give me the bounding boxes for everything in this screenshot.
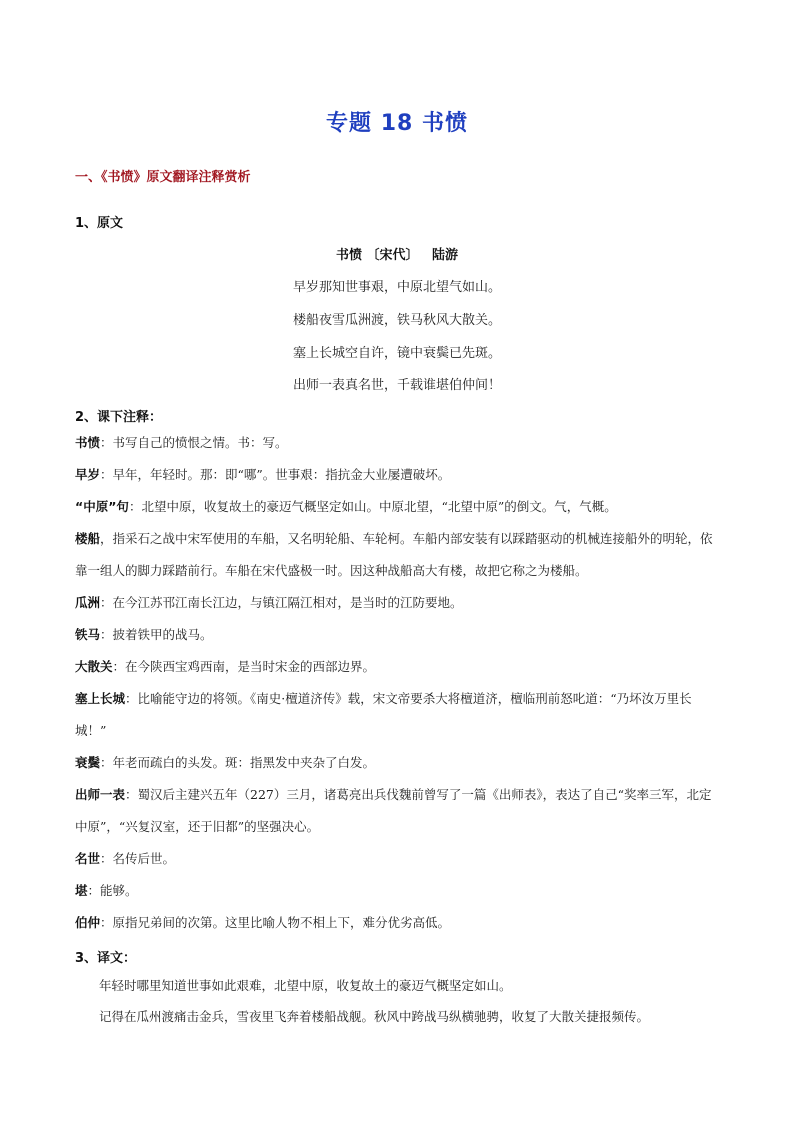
note-entry — [75, 779, 715, 843]
subheading-translation: 3、译文： — [75, 951, 137, 966]
note-text: ：北望中原，收复故土的豪迈气概坚定如山。中原北望，“北望中原”的倒文。气，气概。 — [128, 499, 617, 514]
note-term: 铁马 — [75, 627, 101, 642]
subheading-original: 1、原文 — [75, 216, 124, 231]
note-entry — [75, 523, 715, 587]
translation-paragraph: 年轻时哪里知道世事如此艰难，北望中原，收复故土的豪迈气概坚定如山。 — [99, 978, 512, 993]
note-text: ：名传后世。 — [100, 851, 176, 866]
note-term: 出师一表 — [75, 787, 126, 802]
poem-line: 塞上长城空自许，镜中衰鬓已先斑。 — [292, 346, 501, 361]
note-text: ：书写自己的愤恨之情。书：写。 — [100, 435, 288, 450]
poem-line: 早岁那知世事艰，中原北望气如山。 — [292, 280, 501, 295]
translation-paragraph: 记得在瓜州渡痛击金兵，雪夜里飞奔着楼船战舰。秋风中跨战马纵横驰骋，收复了大散关捷报频传。 — [99, 1009, 650, 1024]
note-entry — [75, 427, 715, 459]
note-entry — [75, 907, 715, 939]
note-entry — [75, 683, 715, 747]
note-text: ：在今江苏邗江南长江边，与镇江隔江相对，是当时的江防要地。 — [100, 595, 463, 610]
page-title: 专题 18 书愤 — [326, 111, 468, 136]
note-term: 大散关 — [75, 659, 113, 674]
note-term: 书愤 — [75, 435, 101, 450]
note-term: 伯仲 — [75, 915, 101, 930]
note-entry — [75, 747, 715, 779]
note-entry — [75, 875, 715, 907]
note-term: 名世 — [75, 851, 101, 866]
note-term: 堪 — [75, 883, 88, 898]
note-term: “中原”句 — [75, 499, 129, 514]
note-entry — [75, 651, 715, 683]
note-entry — [75, 619, 715, 651]
note-text: ：原指兄弟间的次第。这里比喻人物不相上下，难分优劣高低。 — [100, 915, 451, 930]
note-text: ：早年，年轻时。那：即“哪”。世事艰：指抗金大业屡遭破坏。 — [100, 467, 451, 482]
note-text: ：比喻能守边的将领。《南史·檀道济传》载，宋文帝要杀大将檀道济，檀临刑前怒叱道：“乃坏汝万里长城！” — [75, 691, 692, 738]
note-text: ，指采石之战中宋军使用的车船，又名明轮船、车轮柯。车船内部安装有以踩踏驱动的机械连接船外的明轮，依靠一组人的脚力踩踏前行。车船在宋代盛极一时。因这种战船高大有楼，故把它称之为楼船。 — [75, 531, 713, 578]
note-text: ：能够。 — [87, 883, 138, 898]
subheading-notes: 2、课下注释： — [75, 410, 163, 425]
poem-line: 楼船夜雪瓜洲渡，铁马秋风大散关。 — [292, 313, 501, 328]
note-term: 早岁 — [75, 467, 101, 482]
poem-line: 出师一表真名世，千载谁堪伯仲间！ — [292, 378, 501, 393]
note-text: ：年老而疏白的头发。斑：指黑发中夹杂了白发。 — [100, 755, 376, 770]
note-text: ：披着铁甲的战马。 — [100, 627, 213, 642]
note-term: 瓜洲 — [75, 595, 101, 610]
note-text: ：在今陕西宝鸡西南，是当时宋金的西部边界。 — [112, 659, 376, 674]
note-entry — [75, 459, 715, 491]
poem-heading: 书愤 〔宋代〕 陆游 — [335, 248, 459, 263]
note-entry — [75, 587, 715, 619]
note-entry — [75, 843, 715, 875]
note-text: ：蜀汉后主建兴五年（227）三月，诸葛亮出兵伐魏前曾写了一篇《出师表》，表达了自己“奖率三军，北定中原”，“兴复汉室，还于旧都”的坚强决心。 — [75, 787, 712, 834]
note-term: 塞上长城 — [75, 691, 126, 706]
note-term: 衰鬓 — [75, 755, 101, 770]
note-entry — [75, 491, 715, 523]
note-term: 楼船 — [75, 531, 101, 546]
section-heading: 一、《书愤》原文翻译注释赏析 — [75, 170, 251, 185]
